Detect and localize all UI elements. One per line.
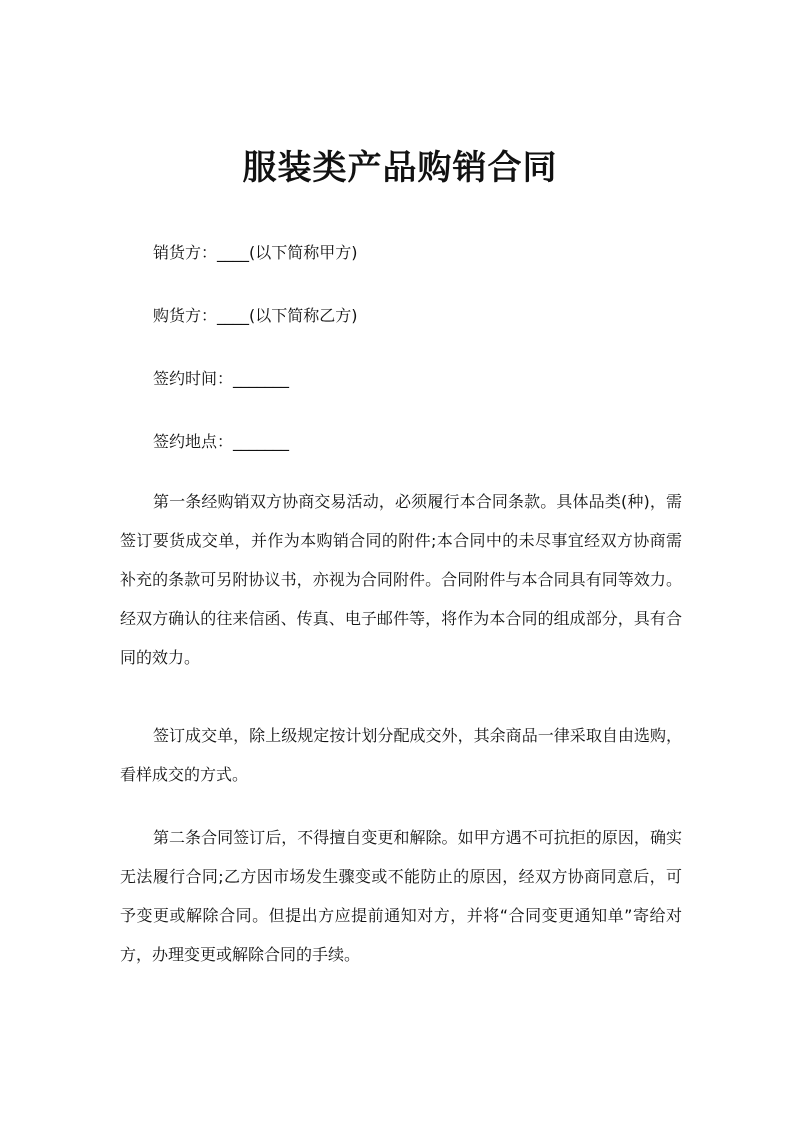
paragraph-article-1: 第一条经购销双方协商交易活动，必须履行本合同条款。具体品类(种)，需签订要货成交单，并作为本购销合同的附件;本合同中的未尽事宜经双方协商需补充的条款可另附协议书，亦视为合同附件。合同附件与本合同具有同等效力。经双方确认的往来信函、传真、电子邮件等，将作为本合同的组成部分，具有合同的效力。 (120, 492, 682, 667)
signing-time-field: 签约时间：_______ (153, 369, 290, 388)
buyer-field: 购货方：____(以下简称乙方) (153, 306, 358, 325)
document-title: 服装类产品购销合同 (242, 148, 558, 188)
signing-place-field: 签约地点：_______ (153, 432, 290, 451)
paragraph-article-2: 第二条合同签订后，不得擅自变更和解除。如甲方遇不可抗拒的原因，确实无法履行合同;乙方因市场发生骤变或不能防止的原因，经双方协商同意后，可予变更或解除合同。但提出方应提前通知对方，并将“合同变更通知单”寄给对方，办理变更或解除合同的手续。 (120, 828, 682, 964)
seller-field: 销货方：____(以下简称甲方) (153, 243, 358, 262)
paragraph-order-form: 签订成交单，除上级规定按计划分配成交外，其余商品一律采取自由选购，看样成交的方式。 (120, 726, 682, 784)
